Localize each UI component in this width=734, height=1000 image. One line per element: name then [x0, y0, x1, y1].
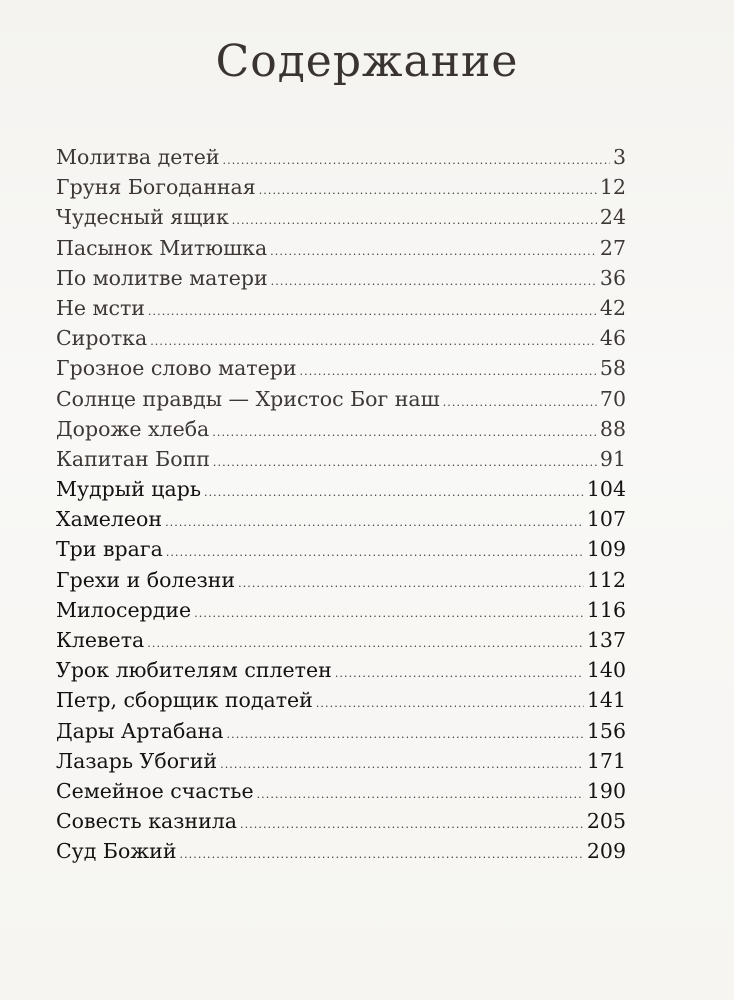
toc-entry	[56, 595, 626, 625]
toc-entry-page: 141	[586, 688, 626, 713]
toc-entry-page: 156	[586, 718, 626, 743]
toc-entry	[56, 504, 626, 534]
dot-leader	[147, 625, 584, 659]
toc-entry-page: 171	[586, 748, 626, 773]
dot-leader	[194, 595, 584, 629]
dot-leader	[240, 806, 584, 840]
toc-entry-title: Милосердие	[56, 597, 192, 622]
toc-entry	[56, 444, 626, 474]
page-title: Содержание	[215, 36, 519, 87]
dot-leader	[179, 836, 583, 870]
dot-leader	[300, 353, 597, 387]
toc-entry	[56, 806, 626, 836]
dot-leader	[232, 202, 597, 236]
toc-entry-title: Суд Божий	[56, 839, 177, 864]
toc-entry-title: Молитва детей	[56, 145, 220, 169]
dot-leader	[238, 565, 584, 599]
toc-entry-title: Мудрый царь	[56, 477, 201, 502]
toc-entry-page: 3	[612, 145, 626, 169]
toc-entry	[56, 293, 626, 323]
toc-entry	[56, 534, 626, 564]
toc-entry-page: 190	[586, 778, 626, 803]
toc-entry	[56, 233, 626, 263]
toc-entry	[56, 565, 626, 595]
toc-entry-title: Капитан Бопп	[56, 446, 210, 471]
dot-leader	[213, 444, 597, 478]
toc-entry-title: Дары Артабана	[56, 718, 224, 743]
toc-entry-title: Урок любителям сплетен	[56, 658, 332, 683]
dot-leader	[443, 384, 597, 418]
toc-entry-page: 12	[599, 175, 626, 200]
toc-entry-page: 209	[586, 839, 626, 864]
dot-leader	[271, 263, 597, 297]
toc-entry	[56, 323, 626, 353]
dot-leader	[204, 474, 584, 508]
toc-entry-title: Солнце правды — Христос Бог наш	[56, 386, 440, 411]
dot-leader	[227, 716, 584, 750]
toc-entry-page: 27	[599, 235, 626, 260]
toc-entry	[56, 263, 626, 293]
toc-entry-page: 36	[599, 265, 626, 290]
toc-entry	[56, 202, 626, 232]
toc-entry-title: Грехи и болезни	[56, 567, 236, 592]
toc-entry	[56, 836, 626, 866]
toc-entry-page: 109	[586, 537, 626, 562]
toc-entry-page: 112	[586, 567, 626, 592]
toc-entry-title: Не мсти	[56, 295, 145, 320]
toc-entry-title: Три врага	[56, 537, 163, 562]
toc-entry-page: 104	[586, 477, 626, 502]
toc-entry-page: 58	[599, 356, 626, 381]
toc-entry-title: Лазарь Убогий	[56, 748, 218, 773]
toc-entry-page: 107	[586, 507, 626, 532]
toc-entry-title: Грозное слово матери	[56, 356, 297, 381]
toc-entry	[56, 716, 626, 746]
dot-leader	[166, 534, 584, 568]
toc-entry	[56, 776, 626, 806]
dot-leader	[316, 685, 584, 719]
toc-entry-page: 140	[586, 658, 626, 683]
toc-entry	[56, 685, 626, 715]
table-of-contents	[56, 142, 626, 867]
toc-entry	[56, 474, 626, 504]
dot-leader	[257, 776, 584, 810]
toc-entry-title: Сиротка	[56, 326, 148, 351]
toc-entry-title: Петр, сборщик податей	[56, 688, 313, 713]
toc-entry-page: 91	[599, 446, 626, 471]
dot-leader	[212, 414, 597, 448]
toc-entry	[56, 625, 626, 655]
toc-entry-page: 88	[599, 416, 626, 441]
toc-entry	[56, 142, 626, 172]
toc-entry	[56, 384, 626, 414]
dot-leader	[259, 172, 597, 206]
toc-entry-page: 24	[599, 205, 626, 230]
toc-entry-title: Хамелеон	[56, 507, 163, 532]
toc-entry	[56, 414, 626, 444]
toc-entry-page: 116	[586, 597, 626, 622]
toc-entry-title: Дороже хлеба	[56, 416, 210, 441]
toc-entry	[56, 172, 626, 202]
dot-leader	[220, 746, 584, 780]
toc-entry-title: Семейное счастье	[56, 778, 254, 803]
toc-entry-title: Груня Богоданная	[56, 175, 256, 200]
toc-entry-title: Чудесный ящик	[56, 205, 229, 230]
dot-leader	[270, 233, 597, 267]
dot-leader	[223, 142, 610, 176]
toc-entry	[56, 353, 626, 383]
dot-leader	[335, 655, 584, 689]
toc-entry-title: Совесть казнила	[56, 809, 237, 834]
toc-entry	[56, 655, 626, 685]
toc-entry-title: Клевета	[56, 628, 145, 652]
toc-entry-title: По молитве матери	[56, 265, 268, 290]
dot-leader	[150, 323, 597, 357]
toc-entry-page: 70	[599, 386, 626, 411]
dot-leader	[165, 504, 584, 538]
toc-entry-page: 46	[599, 326, 626, 351]
dot-leader	[148, 293, 597, 327]
toc-entry-page: 42	[599, 295, 626, 320]
toc-entry-title: Пасынок Митюшка	[56, 235, 268, 260]
toc-entry-page: 205	[586, 809, 626, 834]
toc-entry-page: 137	[586, 628, 626, 652]
toc-entry	[56, 746, 626, 776]
